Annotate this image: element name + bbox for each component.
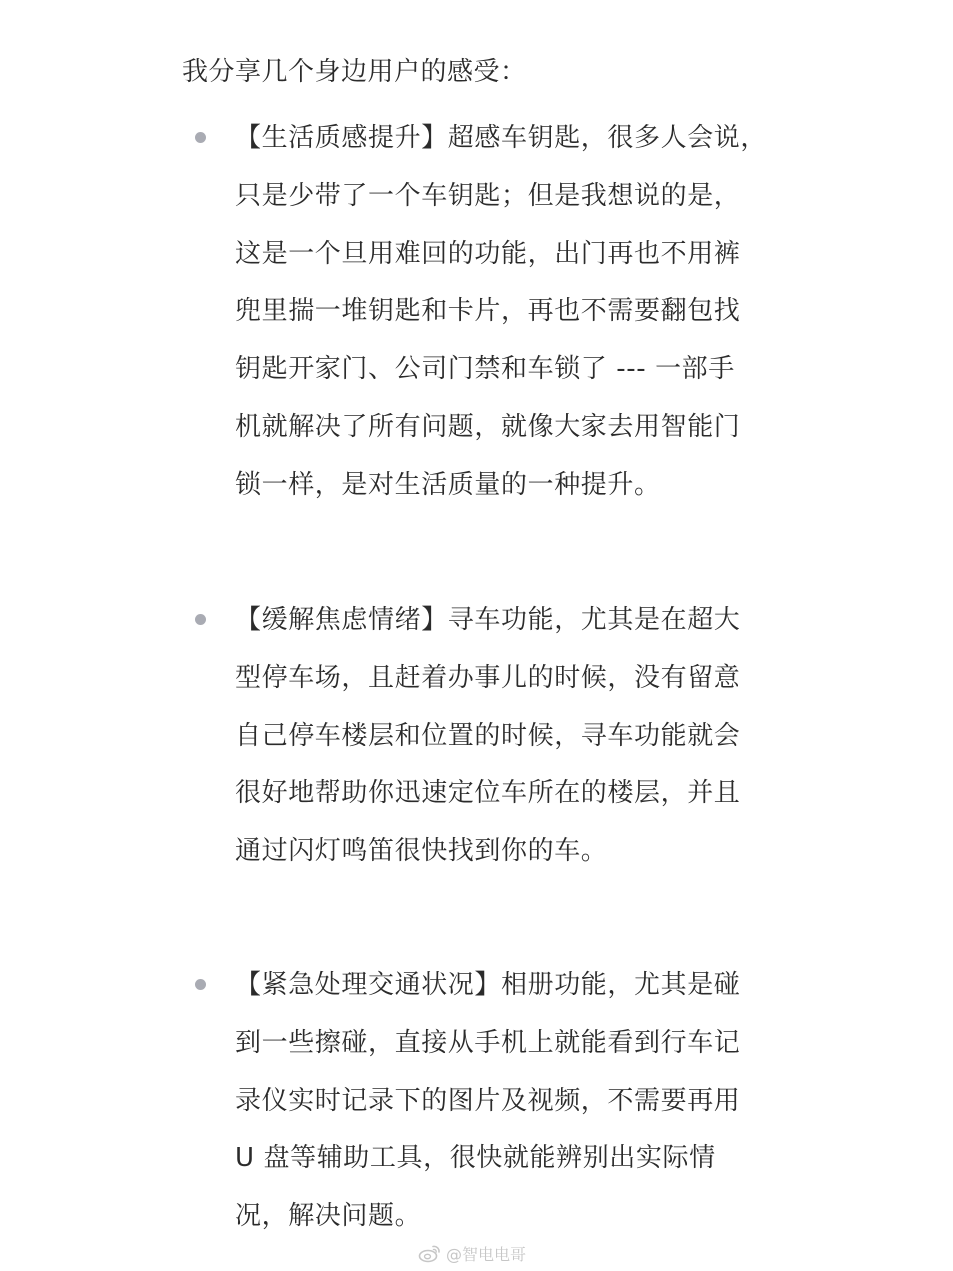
text-line: 型停车场，且赶着办事儿的时候，没有留意	[235, 662, 741, 693]
bullet-dot	[195, 979, 206, 990]
text-line: 到一些擦碰，直接从手机上就能看到行车记	[235, 1027, 741, 1058]
bullet-text	[235, 592, 740, 881]
watermark-text: @智电电哥	[446, 1244, 527, 1264]
text-line: 【紧急处理交通状况】相册功能，尤其是碰	[235, 970, 741, 1000]
text-line: 录仪实时记录下的图片及视频，不需要再用	[235, 1085, 741, 1116]
text-line: 【缓解焦虑情绪】寻车功能，尤其是在超大	[235, 605, 741, 635]
bullet-dot	[195, 614, 206, 625]
bullet-text	[235, 110, 767, 515]
text-line: U 盘等辅助工具，很快就能辨别出实际情	[235, 1143, 716, 1174]
intro-text: 我分享几个身边用户的感受：	[182, 57, 527, 87]
text-line: 钥匙开家门、公司门禁和车锁了 --- 一部手	[235, 354, 735, 385]
text-line: 兜里揣一堆钥匙和卡片，再也不需要翻包找	[235, 296, 741, 327]
bullet-text	[235, 957, 740, 1246]
watermark	[418, 1240, 526, 1266]
text-line: 很好地帮助你迅速定位车所在的楼层，并且	[235, 778, 741, 809]
bullet-dot	[195, 132, 206, 143]
text-line: 机就解决了所有问题，就像大家去用智能门	[235, 411, 741, 442]
text-line: 自己停车楼层和位置的时候，寻车功能就会	[235, 720, 741, 751]
text-line: 况，解决问题。	[235, 1201, 422, 1232]
text-line: 锁一样，是对生活质量的一种提升。	[235, 469, 661, 500]
text-line: 【生活质感提升】超感车钥匙，很多人会说，	[235, 123, 768, 153]
text-line: 这是一个旦用难回的功能，出门再也不用裤	[235, 238, 741, 269]
text-line: 只是少带了一个车钥匙；但是我想说的是，	[235, 180, 741, 211]
text-line: 通过闪灯鸣笛很快找到你的车。	[235, 836, 608, 867]
weibo-icon	[418, 1243, 442, 1263]
